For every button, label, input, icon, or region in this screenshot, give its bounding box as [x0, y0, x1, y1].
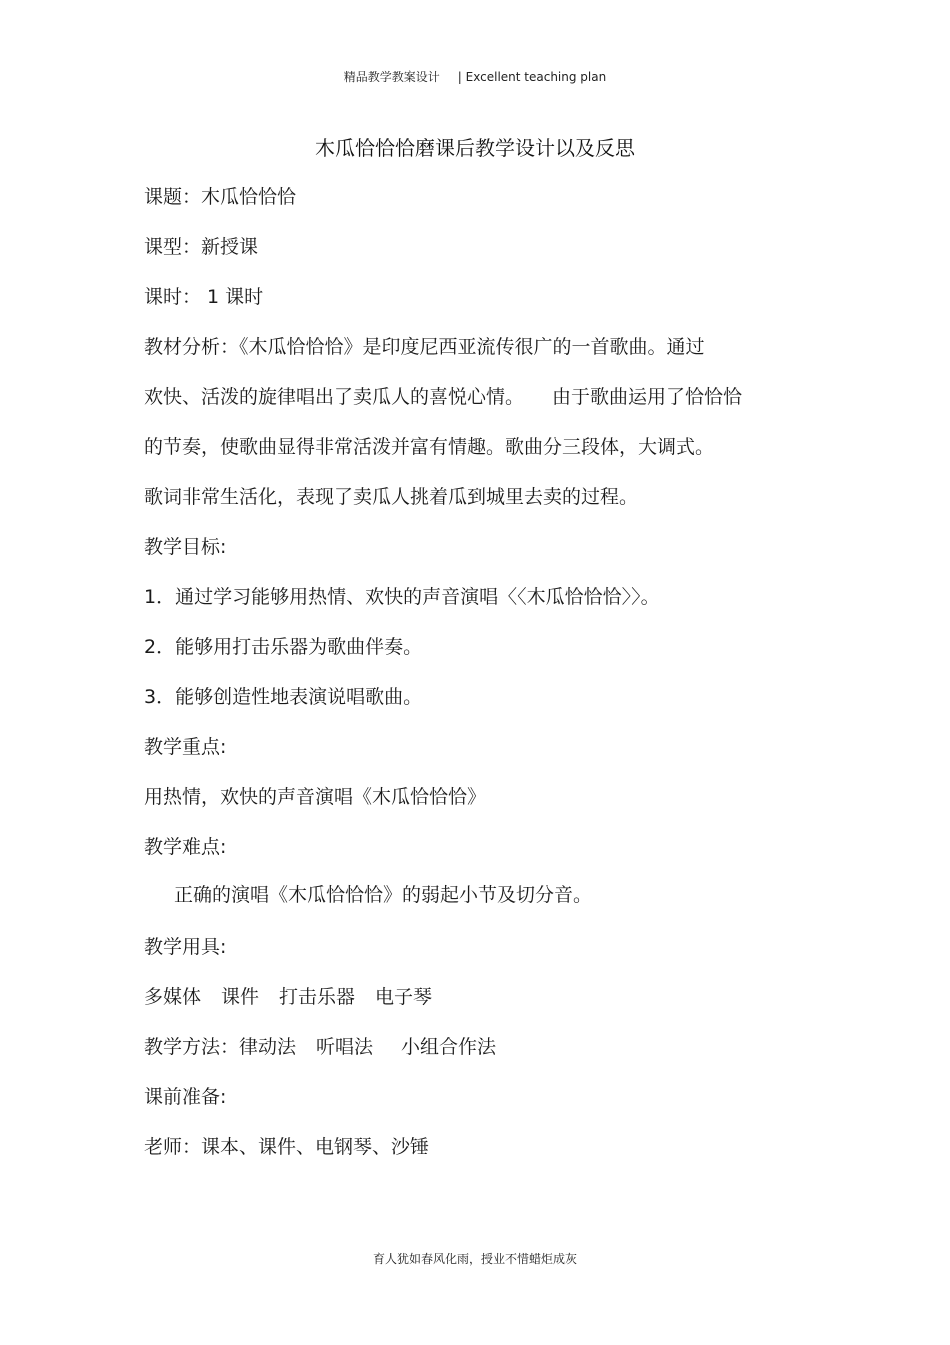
method-item: 听唱法 [316, 1036, 374, 1058]
goals-heading: 教学目标: [144, 536, 227, 558]
header-right: | Excellent teaching plan [457, 70, 607, 84]
teacher-prep: 老师：课本、课件、电钢琴、沙锤 [144, 1136, 430, 1158]
hours-line: 课时： 1 课时 [144, 286, 264, 308]
analysis-line-1: 教材分析：《木瓜恰恰恰》是印度尼西亚流传很广的一首歌曲。通过 [144, 336, 705, 358]
difficulty-text: 正确的演唱《木瓜恰恰恰》的弱起小节及切分音。 [174, 884, 593, 906]
page-footer: 育人犹如春风化雨，授业不惜蜡炬成灰 [372, 1252, 577, 1266]
methods-line [144, 1032, 496, 1059]
methods-label: 教学方法： [144, 1036, 240, 1058]
document-title: 木瓜恰恰恰磨课后教学设计以及反思 [315, 136, 635, 160]
goal-1: 1．通过学习能够用热情、欢快的声音演唱〈〈木瓜恰恰恰〉〉。 [144, 586, 660, 608]
key-heading: 教学重点: [144, 736, 227, 758]
topic-line: 课题：木瓜恰恰恰 [144, 186, 297, 208]
analysis-line-4: 歌词非常生活化，表现了卖瓜人挑着瓜到城里去卖的过程。 [144, 486, 639, 508]
page-header [0, 68, 950, 85]
analysis-line-2b: 由于歌曲运用了恰恰恰 [552, 386, 743, 408]
goal-3: 3．能够创造性地表演说唱歌曲。 [144, 686, 423, 708]
tools-heading: 教学用具: [144, 936, 227, 958]
tool-item: 打击乐器 [279, 986, 356, 1008]
tool-item: 电子琴 [375, 986, 433, 1008]
key-text: 用热情，欢快的声音演唱《木瓜恰恰恰》 [144, 786, 487, 808]
header-left: 精品教学教案设计 [343, 70, 440, 84]
goal-2: 2．能够用打击乐器为歌曲伴奏。 [144, 636, 423, 658]
tool-item: 多媒体 [144, 986, 202, 1008]
type-line: 课型：新授课 [144, 236, 259, 258]
tool-item: 课件 [221, 986, 260, 1008]
method-item: 律动法 [239, 1036, 297, 1058]
difficulty-heading: 教学难点: [144, 836, 227, 858]
analysis-line-2a: 欢快、活泼的旋律唱出了卖瓜人的喜悦心情。 [144, 386, 525, 408]
analysis-line-3: 的节奏，使歌曲显得非常活泼并富有情趣。歌曲分三段体，大调式。 [144, 436, 715, 458]
method-item: 小组合作法 [401, 1036, 497, 1058]
prep-heading: 课前准备: [144, 1086, 227, 1108]
analysis-line-2 [144, 382, 742, 409]
tools-line [144, 982, 432, 1009]
